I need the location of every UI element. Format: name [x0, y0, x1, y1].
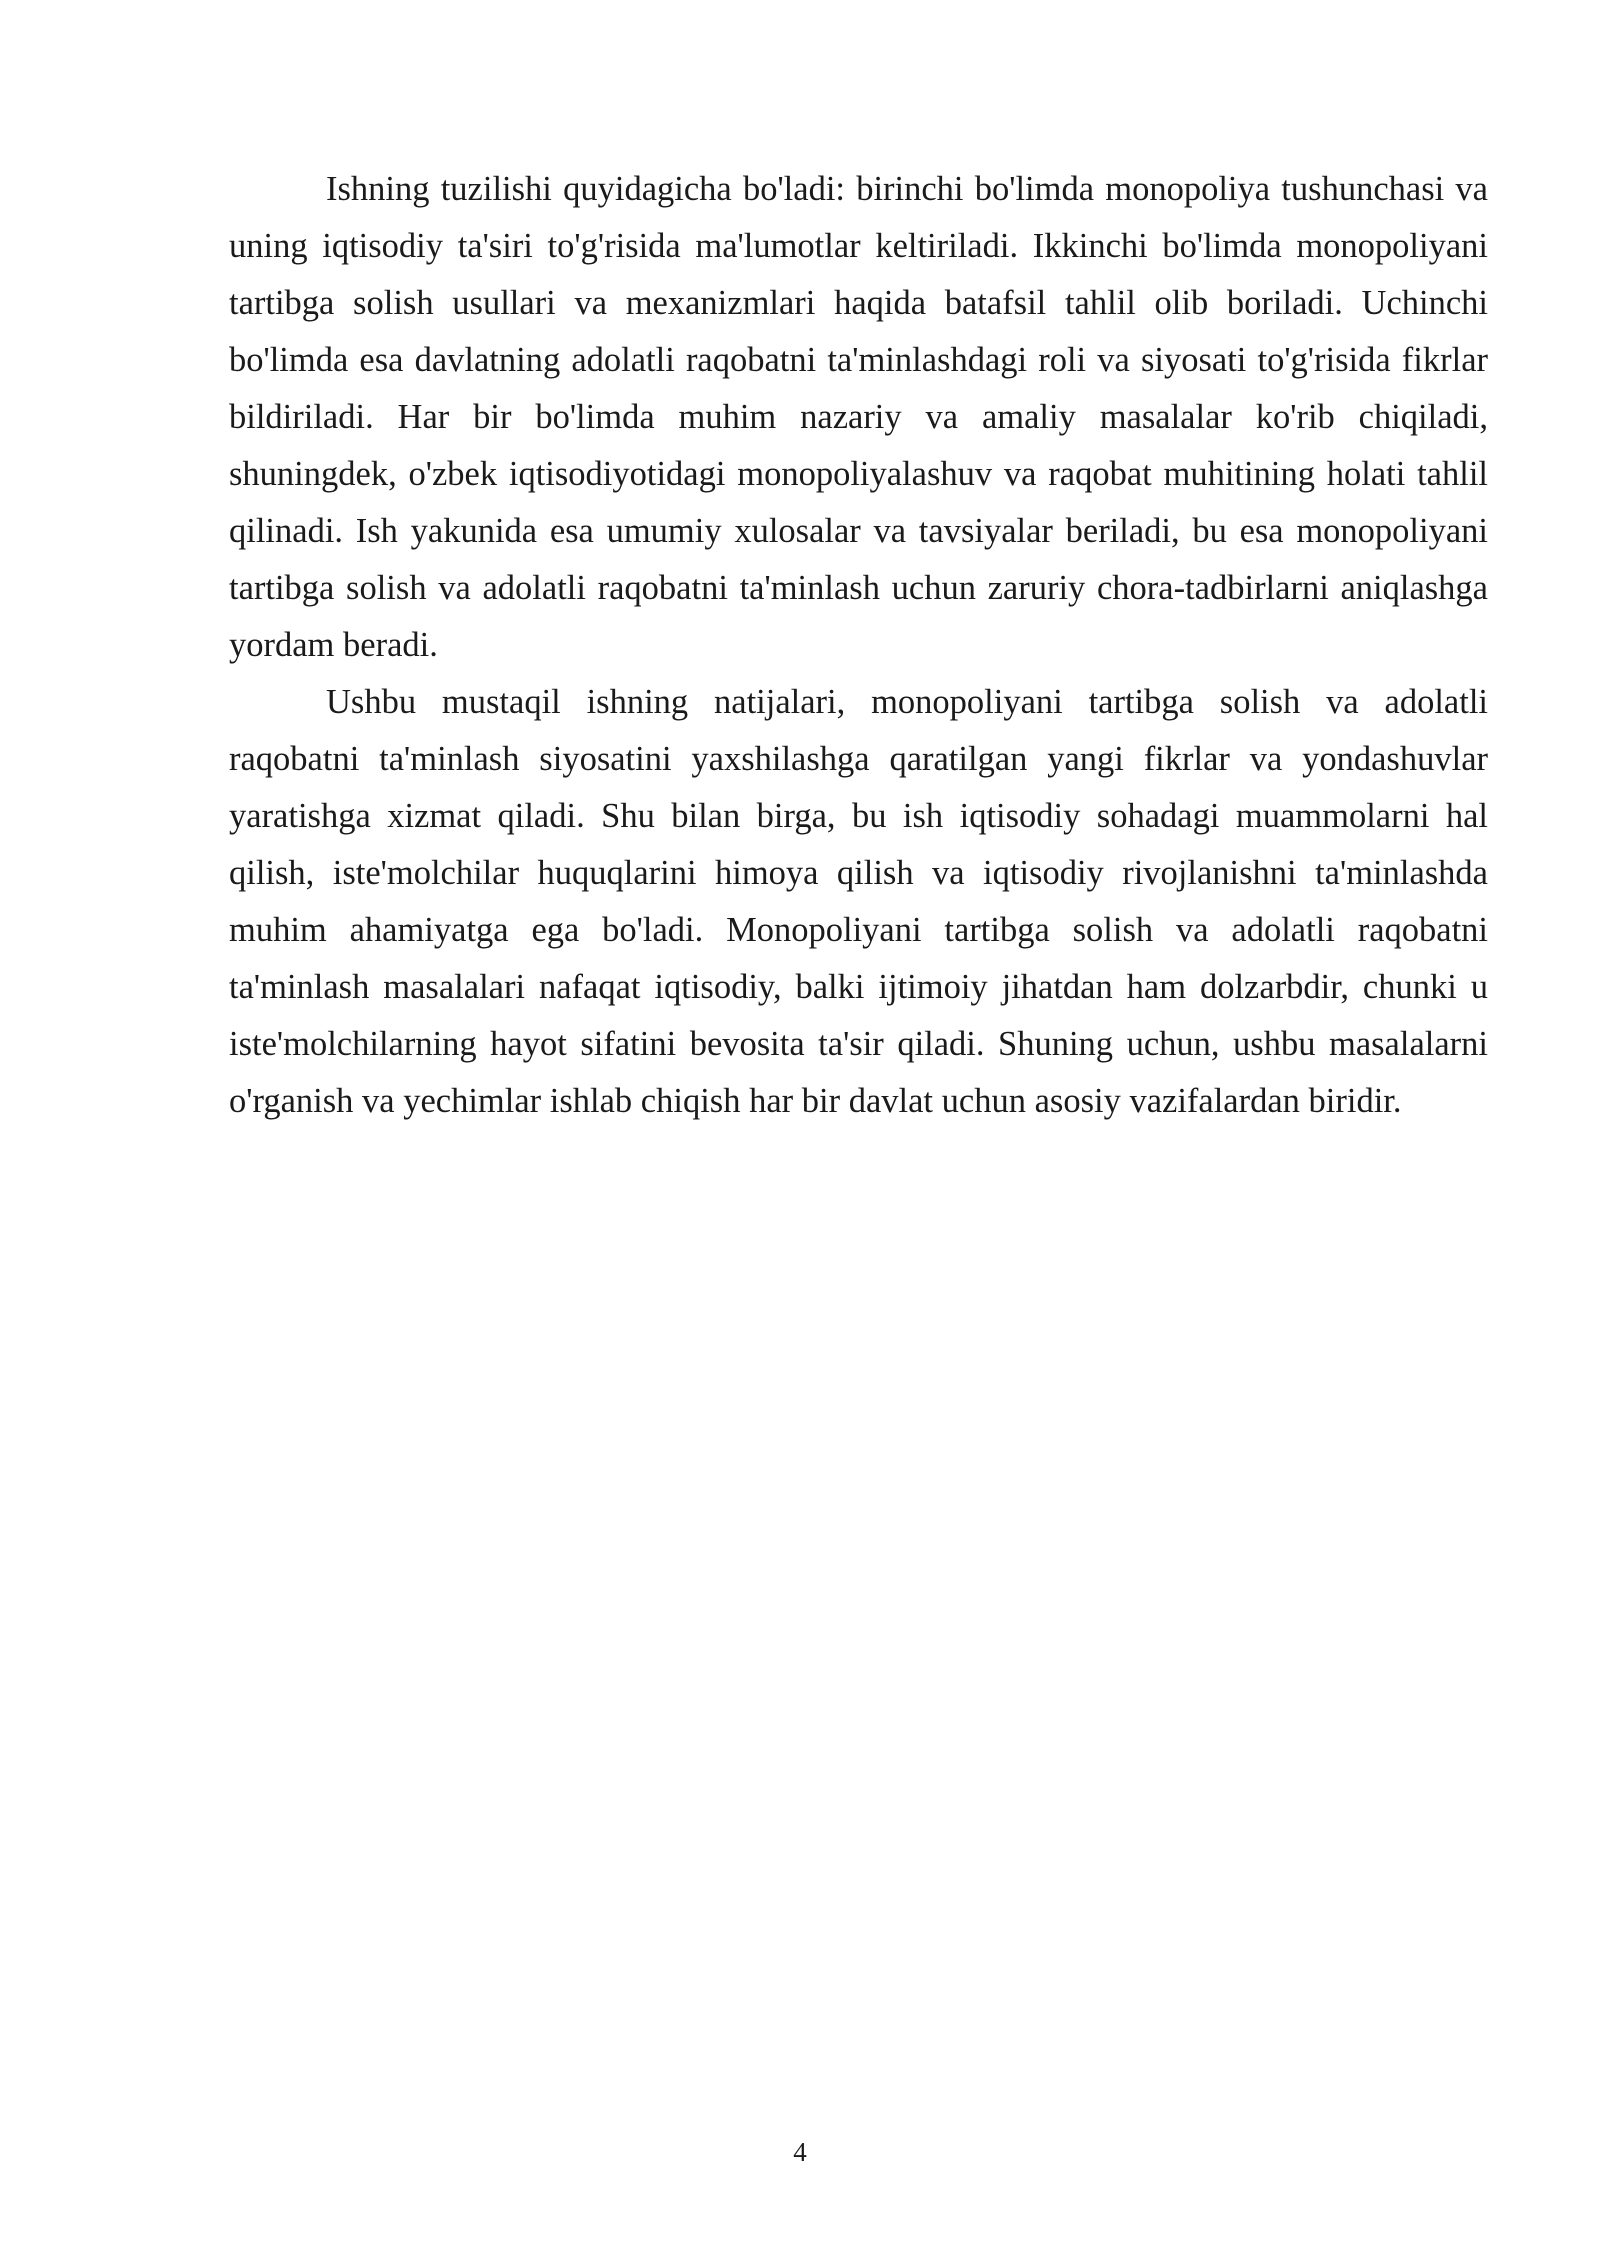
paragraph-results: Ushbu mustaqil ishning natijalari, monopoliyani tartibga solish va adolatli raqobatni ta'minlash siyosatini yaxshilashga qaratilgan yangi fikrlar va yondashuvlar yaratishga xizmat qiladi. Shu bilan birga, bu ish iqtisodiy sohadagi muammolarni hal qilish, iste'molchilar huquqlarini himoya qilish va iqtisodiy rivojlanishni ta'minlashda muhim ahamiyatga ega bo'ladi. Monopoliyani tartibga solish va adolatli raqobatni ta'minlash masalalari nafaqat iqtisodiy, balki ijtimoiy jihatdan ham dolzarbdir, chunki u iste'molchilarning hayot sifatini bevosita ta'sir qiladi. Shuning uchun, ushbu masalalarni o'rganish va yechimlar ishlab chiqish har bir davlat uchun asosiy vazifalardan biridir.: [229, 683, 1488, 1120]
paragraph-structure: Ishning tuzilishi quyidagicha bo'ladi: birinchi bo'limda monopoliya tushunchasi va uning iqtisodiy ta'siri to'g'risida ma'lumotlar keltiriladi. Ikkinchi bo'limda monopoliyani tartibga solish usullari va mexanizmlari haqida batafsil tahlil olib boriladi. Uchinchi bo'limda esa davlatning adolatli raqobatni ta'minlashdagi roli va siyosati to'g'risida fikrlar bildiriladi. Har bir bo'limda muhim nazariy va amaliy masalalar ko'rib chiqiladi, shuningdek, o'zbek iqtisodiyotidagi monopoliyalashuv va raqobat muhitining holati tahlil qilinadi. Ish yakunida esa umumiy xulosalar va tavsiyalar beriladi, bu esa monopoliyani tartibga solish va adolatli raqobatni ta'minlash uchun zaruriy chora-tadbirlarni aniqlashga yordam beradi.: [229, 170, 1488, 664]
page-number: 4: [793, 2137, 807, 2167]
document-body: [229, 161, 1488, 1130]
